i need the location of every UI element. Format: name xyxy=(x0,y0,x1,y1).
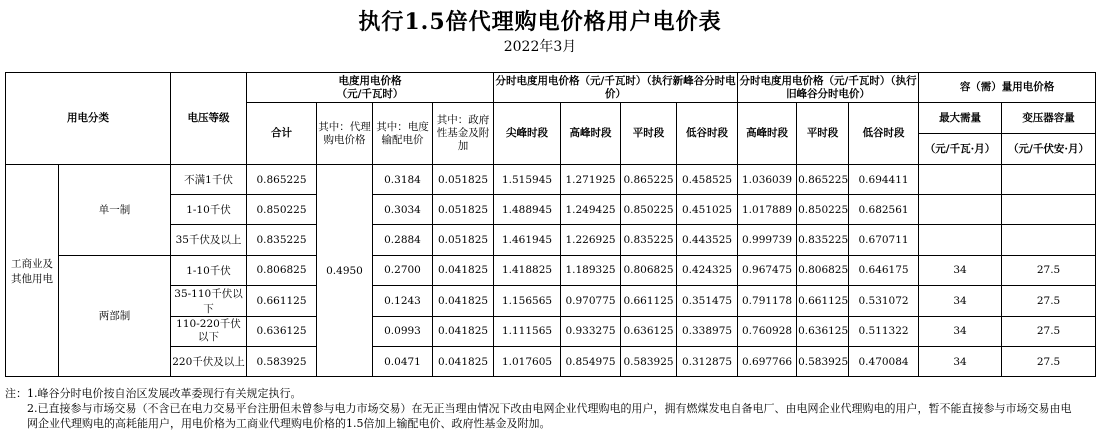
max-demand-cell: 34 xyxy=(919,285,1002,316)
header-tou-new: 分时电度用电价格（元/千瓦时）（执行新峰谷分时电价） xyxy=(494,73,738,103)
header-peak: 高峰时段 xyxy=(561,103,621,165)
valley-cell: 0.443525 xyxy=(677,225,738,255)
peak-cell: 0.933275 xyxy=(561,316,621,346)
transmission-cell: 0.2884 xyxy=(373,225,433,255)
transformer-cell xyxy=(1002,165,1096,195)
old-flat-cell: 0.583925 xyxy=(797,346,849,376)
header-transformer: 变压器容量 xyxy=(1002,103,1096,134)
transmission-cell: 0.0471 xyxy=(373,346,433,376)
flat-cell: 0.865225 xyxy=(621,165,677,195)
header-old-valley: 低谷时段 xyxy=(849,103,919,165)
old-peak-cell: 0.999739 xyxy=(738,225,797,255)
fund-cell: 0.041825 xyxy=(433,346,494,376)
voltage-cell: 1-10千伏 xyxy=(171,255,247,285)
fund-cell: 0.051825 xyxy=(433,195,494,225)
header-max-demand-unit: （元/千瓦·月） xyxy=(919,134,1002,165)
old-flat-cell: 0.835225 xyxy=(797,225,849,255)
header-sharp-peak: 尖峰时段 xyxy=(494,103,561,165)
old-valley-cell: 0.694411 xyxy=(849,165,919,195)
old-valley-cell: 0.531072 xyxy=(849,285,919,316)
transformer-cell xyxy=(1002,195,1096,225)
fund-cell: 0.041825 xyxy=(433,255,494,285)
fund-cell: 0.041825 xyxy=(433,285,494,316)
voltage-cell: 35-110千伏以下 xyxy=(171,285,247,316)
transformer-cell: 27.5 xyxy=(1002,316,1096,346)
total-cell: 0.583925 xyxy=(247,346,317,376)
price-table xyxy=(5,72,1096,377)
header-total: 合计 xyxy=(247,103,317,165)
header-fund: 其中：政府性基金及附加 xyxy=(433,103,494,165)
valley-cell: 0.458525 xyxy=(677,165,738,195)
footnotes xyxy=(5,386,1075,431)
sharp-peak-cell: 1.156565 xyxy=(494,285,561,316)
header-proxy: 其中：代理购电价格 xyxy=(317,103,373,165)
transmission-cell: 0.3184 xyxy=(373,165,433,195)
total-cell: 0.661125 xyxy=(247,285,317,316)
transformer-cell: 27.5 xyxy=(1002,285,1096,316)
peak-cell: 1.226925 xyxy=(561,225,621,255)
peak-cell: 0.970775 xyxy=(561,285,621,316)
max-demand-cell xyxy=(919,195,1002,225)
flat-cell: 0.835225 xyxy=(621,225,677,255)
header-tou-old: 分时电度用电价格（元/千瓦时）（执行旧峰谷分时电价） xyxy=(738,73,919,103)
valley-cell: 0.424325 xyxy=(677,255,738,285)
old-peak-cell: 0.967475 xyxy=(738,255,797,285)
valley-cell: 0.451025 xyxy=(677,195,738,225)
sharp-peak-cell: 1.418825 xyxy=(494,255,561,285)
sharp-peak-cell: 1.461945 xyxy=(494,225,561,255)
footnote-2: 2.已直接参与市场交易（不含已在电力交易平台注册但未曾参与电力市场交易）在无正当理由情况下改由电网企业代理购电的用户，拥有燃煤发电自备电厂、由电网企业代理购电的用户，暂不能直接参与市场交易由电网企业代理购电的高耗能用户，用电价格为工商业代理购电价格的1.5倍加上输配电价、政府性基金及附加。 xyxy=(27,402,1072,430)
flat-cell: 0.661125 xyxy=(621,285,677,316)
transmission-cell: 0.2700 xyxy=(373,255,433,285)
transformer-cell: 27.5 xyxy=(1002,255,1096,285)
total-cell: 0.865225 xyxy=(247,165,317,195)
page-title: 执行1.5倍代理购电价格用户电价表 xyxy=(358,9,722,35)
voltage-cell: 不满1千伏 xyxy=(171,165,247,195)
sharp-peak-cell: 1.017605 xyxy=(494,346,561,376)
footnote-1: 注：1.峰谷分时电价按自治区发展改革委现行有关规定执行。 xyxy=(5,387,302,400)
group-single-cell: 单一制 xyxy=(59,165,171,256)
peak-cell: 1.271925 xyxy=(561,165,621,195)
category-cell: 工商业及其他用电 xyxy=(6,165,59,377)
old-valley-cell: 0.670711 xyxy=(849,225,919,255)
flat-cell: 0.583925 xyxy=(621,346,677,376)
peak-cell: 0.854975 xyxy=(561,346,621,376)
max-demand-cell xyxy=(919,165,1002,195)
total-cell: 0.850225 xyxy=(247,195,317,225)
fund-cell: 0.051825 xyxy=(433,165,494,195)
header-voltage: 电压等级 xyxy=(171,73,247,165)
old-valley-cell: 0.682561 xyxy=(849,195,919,225)
voltage-cell: 110-220千伏以下 xyxy=(171,316,247,346)
max-demand-cell: 34 xyxy=(919,316,1002,346)
old-peak-cell: 0.791178 xyxy=(738,285,797,316)
valley-cell: 0.338975 xyxy=(677,316,738,346)
table-row xyxy=(6,255,1096,285)
header-transmission: 其中：电度输配电价 xyxy=(373,103,433,165)
fund-cell: 0.051825 xyxy=(433,225,494,255)
total-cell: 0.636125 xyxy=(247,316,317,346)
header-old-flat: 平时段 xyxy=(797,103,849,165)
peak-cell: 1.189325 xyxy=(561,255,621,285)
total-cell: 0.806825 xyxy=(247,255,317,285)
transformer-cell xyxy=(1002,225,1096,255)
old-valley-cell: 0.511322 xyxy=(849,316,919,346)
peak-cell: 1.249425 xyxy=(561,195,621,225)
old-valley-cell: 0.470084 xyxy=(849,346,919,376)
group-two-part-cell: 两部制 xyxy=(59,255,171,377)
old-flat-cell: 0.806825 xyxy=(797,255,849,285)
flat-cell: 0.806825 xyxy=(621,255,677,285)
old-valley-cell: 0.646175 xyxy=(849,255,919,285)
header-transformer-unit: （元/千伏安·月） xyxy=(1002,134,1096,165)
sharp-peak-cell: 1.111565 xyxy=(494,316,561,346)
transmission-cell: 0.0993 xyxy=(373,316,433,346)
voltage-cell: 1-10千伏 xyxy=(171,195,247,225)
old-flat-cell: 0.850225 xyxy=(797,195,849,225)
old-peak-cell: 1.017889 xyxy=(738,195,797,225)
header-old-peak: 高峰时段 xyxy=(738,103,797,165)
total-cell: 0.835225 xyxy=(247,225,317,255)
old-flat-cell: 0.636125 xyxy=(797,316,849,346)
header-flat: 平时段 xyxy=(621,103,677,165)
table-row xyxy=(6,165,1096,195)
flat-cell: 0.850225 xyxy=(621,195,677,225)
fund-cell: 0.041825 xyxy=(433,316,494,346)
max-demand-cell: 34 xyxy=(919,255,1002,285)
old-peak-cell: 0.760928 xyxy=(738,316,797,346)
header-energy-price: 电度用电价格 （元/千瓦时） xyxy=(247,73,494,103)
old-peak-cell: 0.697766 xyxy=(738,346,797,376)
sharp-peak-cell: 1.515945 xyxy=(494,165,561,195)
transformer-cell: 27.5 xyxy=(1002,346,1096,376)
old-peak-cell: 1.036039 xyxy=(738,165,797,195)
old-flat-cell: 0.661125 xyxy=(797,285,849,316)
proxy-price-cell: 0.4950 xyxy=(317,165,373,377)
sharp-peak-cell: 1.488945 xyxy=(494,195,561,225)
header-valley: 低谷时段 xyxy=(677,103,738,165)
max-demand-cell: 34 xyxy=(919,346,1002,376)
header-category: 用电分类 xyxy=(6,73,171,165)
valley-cell: 0.351475 xyxy=(677,285,738,316)
flat-cell: 0.636125 xyxy=(621,316,677,346)
page-subtitle: 2022年3月 xyxy=(503,39,577,55)
transmission-cell: 0.1243 xyxy=(373,285,433,316)
valley-cell: 0.312875 xyxy=(677,346,738,376)
old-flat-cell: 0.865225 xyxy=(797,165,849,195)
voltage-cell: 220千伏及以上 xyxy=(171,346,247,376)
transmission-cell: 0.3034 xyxy=(373,195,433,225)
voltage-cell: 35千伏及以上 xyxy=(171,225,247,255)
header-max-demand: 最大需量 xyxy=(919,103,1002,134)
max-demand-cell xyxy=(919,225,1002,255)
header-capacity: 容（需）量用电价格 xyxy=(919,73,1096,103)
